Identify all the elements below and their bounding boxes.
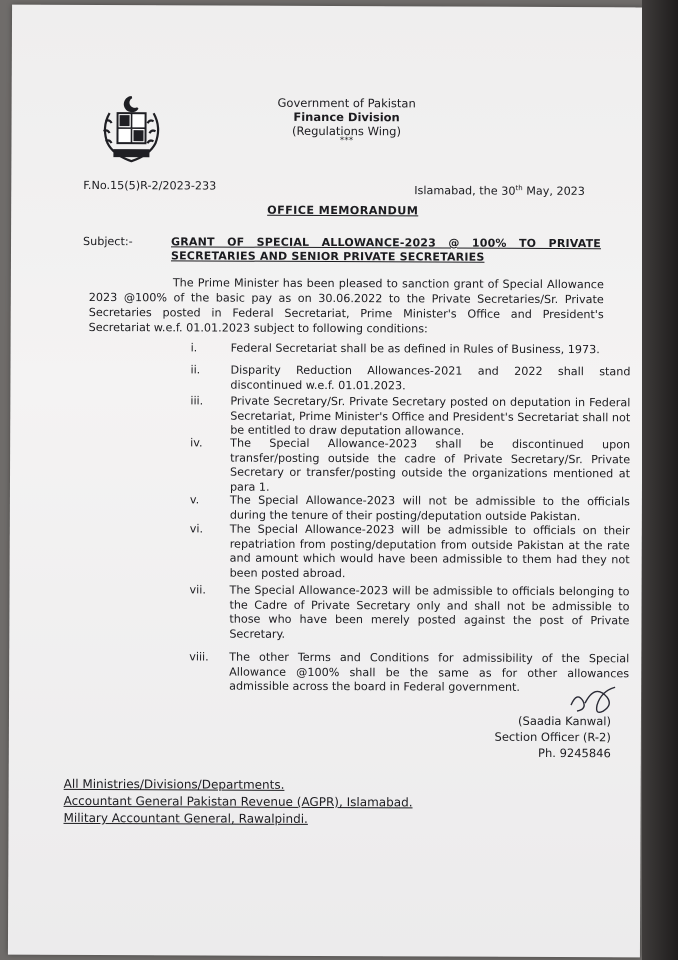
condition-number: i.: [190, 341, 198, 355]
condition-item: [189, 650, 634, 695]
distribution-item: All Ministries/Divisions/Departments.: [63, 776, 285, 792]
condition-item: [190, 394, 635, 438]
condition-number: v.: [189, 493, 200, 507]
condition-number: viii.: [189, 650, 209, 664]
condition-text: Federal Secretariat shall be as defined in Rules of Business, 1973.: [230, 341, 600, 357]
background-edge: [642, 0, 678, 960]
condition-number: ii.: [190, 363, 201, 377]
header-wing: (Regulations Wing): [292, 123, 402, 139]
file-number: F.No.15(5)R-2/2023-233: [83, 178, 217, 193]
signatory-designation: Section Officer (R-2): [494, 729, 611, 745]
state-emblem-icon: [97, 93, 165, 165]
condition-text: The Special Allowance-2023 will be admissible to officials on their repatriation from posting/deputation from outside Pakistan at the rate and amount which would have been admissible to them had they not been posted abroad.: [229, 522, 630, 580]
header-stars: ***: [339, 136, 354, 147]
condition-text: The Special Allowance-2023 will not be admissible to the officials during the tenure of their posting/deputation outside Pakistan.: [229, 493, 630, 523]
condition-item: [190, 363, 636, 392]
signatory-name: (Saadia Kanwal): [518, 713, 611, 729]
header-government: Government of Pakistan: [277, 95, 416, 111]
body-paragraph: The Prime Minister has been pleased to sanction grant of Special Allowance 2023 @100% of the basic pay as on 30.06.2022 to the Private Secretaries/Sr. Private Secretaries posted in Federal Secretariat, Prime Minister's Office and President's Secretariat w.e.f. 01.01.2023 subject to following conditions:: [88, 276, 604, 336]
signatory-phone: Ph. 9245846: [538, 745, 611, 761]
document-page: [8, 5, 644, 958]
condition-item: [189, 583, 635, 641]
condition-text: Disparity Reduction Allowances-2021 and 2022 shall stand discontinued w.e.f. 01.01.2023.: [230, 363, 631, 392]
distribution-item: Military Accountant General, Rawalpindi.: [63, 810, 308, 826]
header-division: Finance Division: [293, 109, 400, 125]
subject-label: Subject:-: [83, 234, 133, 249]
condition-text: The Special Allowance-2023 shall be discontinued upon transfer/posting outside the cadre of Private Secretary/Sr. Private Secretary or transfer/posting outside the organizations mentioned at para 1.: [229, 436, 631, 494]
date-month-year: May, 2023: [526, 184, 585, 198]
distribution-item: Accountant General Pakistan Revenue (AGPR), Islamabad.: [63, 793, 413, 810]
subject-text: GRANT OF SPECIAL ALLOWANCE-2023 @ 100% TO PRIVATE SECRETARIES AND SENIOR PRIVATE SECRETARIES: [170, 235, 602, 264]
signature-block: [494, 713, 611, 762]
condition-number: iv.: [190, 436, 203, 450]
condition-text: Private Secretary/Sr. Private Secretary posted on deputation in Federal Secretariat, Prime Minister's Office and President's Secretariat shall not be entitled to draw deputation allowance.: [230, 394, 631, 438]
date-place: Islamabad, the: [414, 184, 498, 198]
date-day: 30th: [501, 183, 523, 198]
condition-item: [190, 341, 636, 357]
condition-text: The Special Allowance-2023 will be admissible to officials belonging to the Cadre of Private Secretary only and shall not be admissible to those who have been merely posted against the post of Private Secretary.: [229, 583, 630, 641]
condition-number: vi.: [189, 522, 204, 536]
date-line: [414, 180, 585, 198]
condition-number: vii.: [189, 583, 206, 597]
condition-text: The other Terms and Conditions for admissibility of the Special Allowance @100% shall be the same as for other allowances admissible across the board in Federal government.: [229, 650, 630, 695]
condition-number: iii.: [190, 394, 204, 408]
document-title: OFFICE MEMORANDUM: [267, 203, 419, 218]
